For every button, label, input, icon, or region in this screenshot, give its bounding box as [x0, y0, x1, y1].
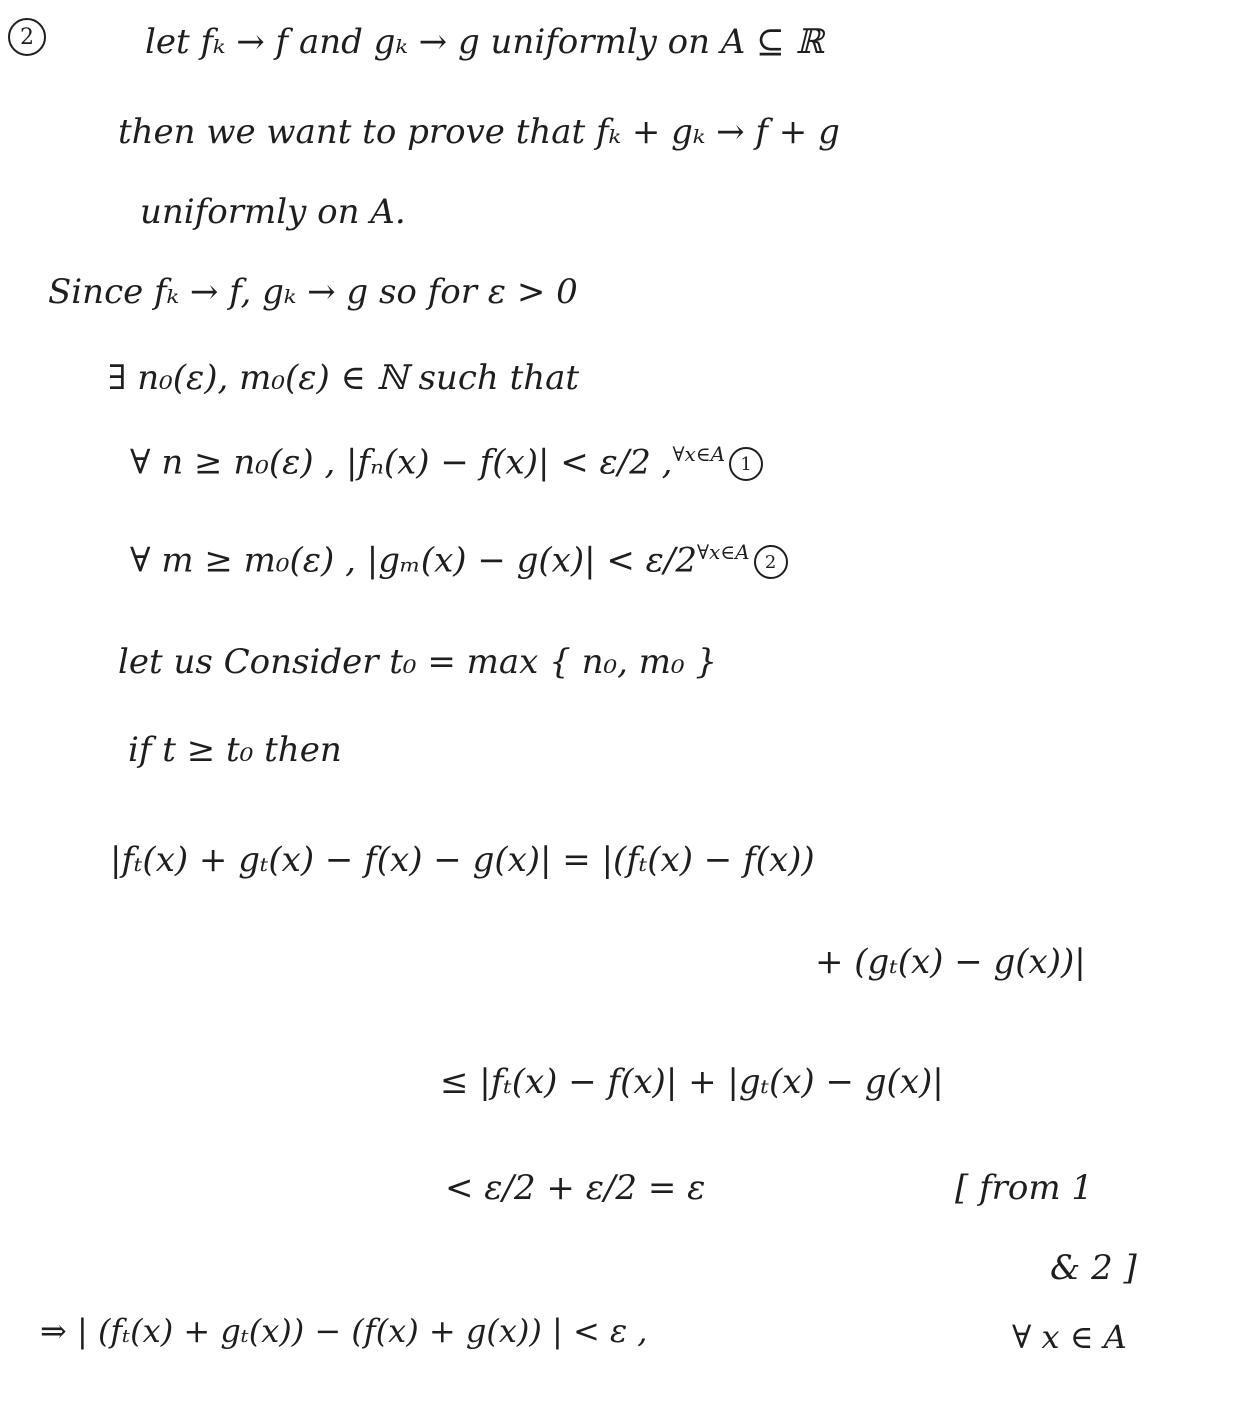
goal-line-continued: uniformly on A.	[140, 192, 406, 232]
condition-1-main: ∀ n ≥ n₀(ε) , |fₙ(x) − f(x)| < ε/2 ,	[130, 442, 673, 483]
condition-2-domain: ∀x∈A	[696, 540, 750, 564]
expansion-line-continued: + (gₜ(x) − g(x))|	[815, 942, 1086, 982]
existence-line: ∃ n₀(ε), m₀(ε) ∈ ℕ such that	[108, 358, 580, 398]
equation-tag-2: 2	[754, 545, 788, 579]
condition-2-main: ∀ m ≥ m₀(ε) , |gₘ(x) − g(x)| < ε/2	[130, 540, 697, 581]
condition-2-line	[130, 540, 788, 581]
goal-line: then we want to prove that fₖ + gₖ → f + g	[118, 112, 840, 152]
conclusion-line: ⇒ | (fₜ(x) + gₜ(x)) − (f(x) + g(x)) | < ε ,	[40, 1312, 648, 1350]
consider-line: let us Consider t₀ = max { n₀, m₀ }	[118, 642, 718, 682]
reference-line-continued: & 2 ]	[1050, 1248, 1137, 1288]
condition-1-line	[130, 442, 763, 483]
if-line: if t ≥ t₀ then	[128, 730, 342, 770]
expansion-line: |fₜ(x) + gₜ(x) − f(x) − g(x)| = |(fₜ(x) − f(x))	[110, 840, 815, 880]
equation-tag-1: 1	[729, 447, 763, 481]
condition-1-domain: ∀x∈A	[672, 442, 726, 466]
triangle-inequality-line: ≤ |fₜ(x) − f(x)| + |gₜ(x) − g(x)|	[440, 1062, 944, 1102]
question-number-text: 2	[20, 24, 34, 50]
conclusion-domain: ∀ x ∈ A	[1012, 1318, 1127, 1356]
statement-line: let fₖ → f and gₖ → g uniformly on A ⊆ ℝ	[145, 22, 824, 62]
question-number	[8, 18, 46, 56]
epsilon-sum-line: < ε/2 + ε/2 = ε	[445, 1168, 706, 1208]
since-line: Since fₖ → f, gₖ → g so for ε > 0	[48, 272, 578, 312]
reference-line: [ from 1	[955, 1168, 1094, 1208]
